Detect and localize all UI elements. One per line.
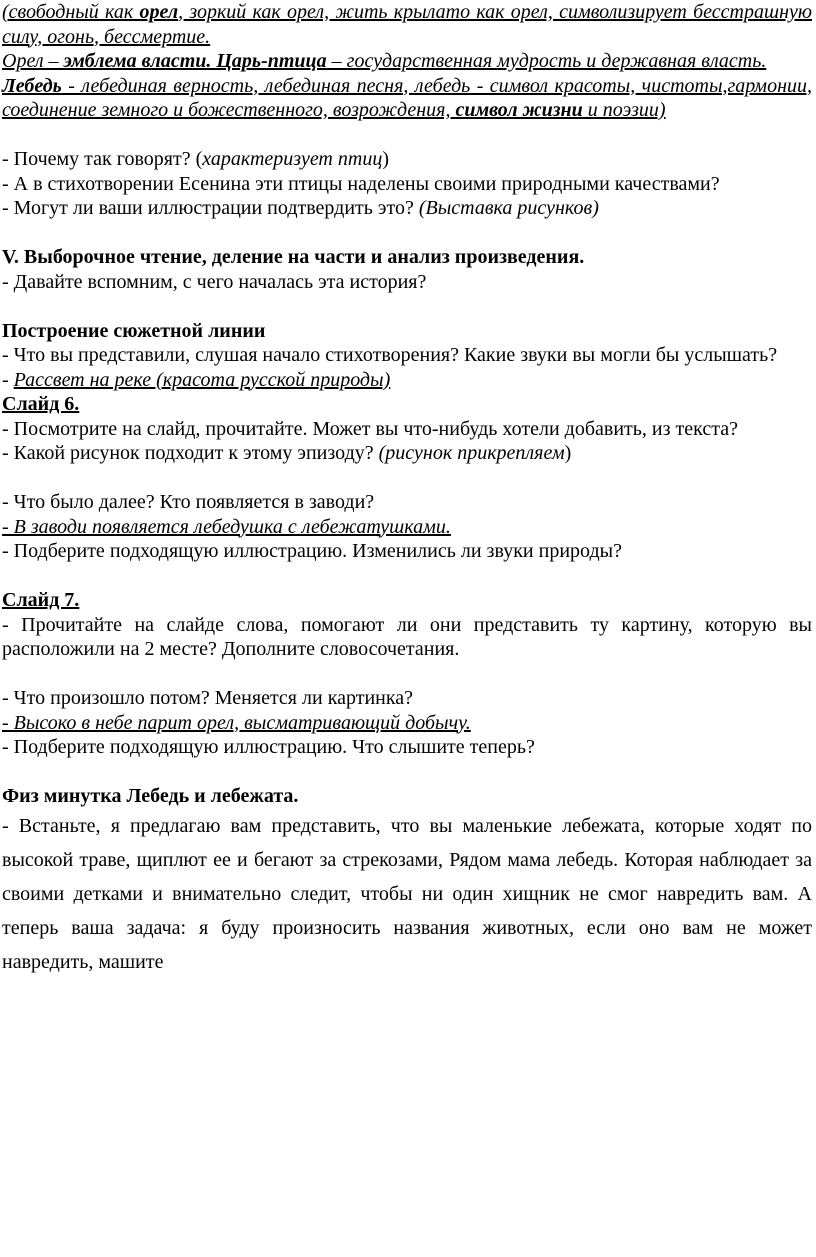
question-why xyxy=(2,147,812,172)
eagle-bold-text: эмблема власти. Царь-птица xyxy=(63,50,327,72)
question-italic: характеризует птиц xyxy=(202,148,383,170)
question-then: - Что произошло потом? Меняется ли картинка? xyxy=(2,687,414,709)
eagle-text-end: – государственная мудрость и державная власть. xyxy=(326,50,767,72)
slide-6-heading: Слайд 6. xyxy=(2,393,80,415)
intro-text-end: , зоркий как орел, жить крылато как орел, символизирует бесстрашную силу, огонь, бессмертие. xyxy=(2,1,812,48)
swan-paragraph xyxy=(2,74,812,123)
swan-bold-phrase: символ жизни xyxy=(455,99,583,121)
question-esenin: - А в стихотворении Есенина эти птицы наделены своими природными качествами? xyxy=(2,172,720,195)
intro-bold-word: орел xyxy=(139,1,179,23)
swan-text: - лебединая верность, лебединая песня, лебедь - символ красоты, чистоты,гармонии, соединение земного и божественного, возрождения, xyxy=(2,74,812,121)
question-close: ) xyxy=(382,148,389,170)
question-text: - Какой рисунок подходит к этому эпизоду? xyxy=(2,442,379,464)
answer-dash: - xyxy=(2,368,14,391)
question-italic: (рисунок прикрепляем xyxy=(378,442,565,464)
answer-dawn xyxy=(2,368,812,393)
eagle-paragraph xyxy=(2,49,812,74)
intro-text: (свободный как xyxy=(2,1,140,23)
exercise-heading: Физ минутка Лебедь и лебежата. xyxy=(2,785,299,807)
question-remember: - Давайте вспомним, с чего началась эта история? xyxy=(2,270,427,293)
question-illustrations xyxy=(2,196,812,221)
question-next: - Что было далее? Кто появляется в заводи? xyxy=(2,491,375,513)
swan-text-end: и поэзии) xyxy=(582,99,666,121)
symbolism-intro xyxy=(2,0,812,49)
slide-7-heading: Слайд 7. xyxy=(2,589,80,611)
exercise-text: - Встаньте, я предлагаю вам представить, что вы маленькие лебежата, которые ходят по высокой траве, щиплют ее и бегают за стрекозами, Рядом мама лебедь. Которая наблюдает за своими детками и внимательно следит, чтобы ни один хищник не смог навредить вам. А теперь ваша задача: я буду произносить названия животных, если оно вам не может навредить, машите xyxy=(2,814,812,973)
swan-bold-word: Лебедь xyxy=(2,74,62,97)
question-text: - Почему так говорят? ( xyxy=(2,148,203,170)
answer-eagle: - Высоко в небе парит орел, высматривающий добычу. xyxy=(2,711,471,734)
question-slide-6: - Посмотрите на слайд, прочитайте. Может вы что-нибудь хотели добавить, из текста? xyxy=(2,417,738,440)
question-sounds: - Что вы представили, слушая начало стихотворения? Какие звуки вы могли бы услышать? xyxy=(2,344,778,366)
exhibition-note: (Выставка рисунков) xyxy=(418,197,599,219)
eagle-text: Орел – xyxy=(2,50,64,72)
question-text: - Могут ли ваши иллюстрации подтвердить это? xyxy=(2,197,419,219)
answer-dawn-text: Рассвет на реке (красота русской природы) xyxy=(13,368,391,391)
question-close: ) xyxy=(564,442,572,464)
question-hear-now: - Подберите подходящую иллюстрацию. Что слышите теперь? xyxy=(2,736,535,758)
section-heading-v: V. Выборочное чтение, деление на части и анализ произведения. xyxy=(2,246,585,268)
answer-swan: - В заводи появляется лебедушка с лебежатушками. xyxy=(2,515,451,538)
question-picture xyxy=(2,441,812,466)
question-nature-sounds: - Подберите подходящую иллюстрацию. Изменились ли звуки природы? xyxy=(2,540,622,562)
plot-heading: Построение сюжетной линии xyxy=(2,319,266,342)
question-slide-7: - Прочитайте на слайде слова, помогают ли они представить ту картину, которую вы расположили на 2 месте? Дополните словосочетания. xyxy=(2,613,812,660)
